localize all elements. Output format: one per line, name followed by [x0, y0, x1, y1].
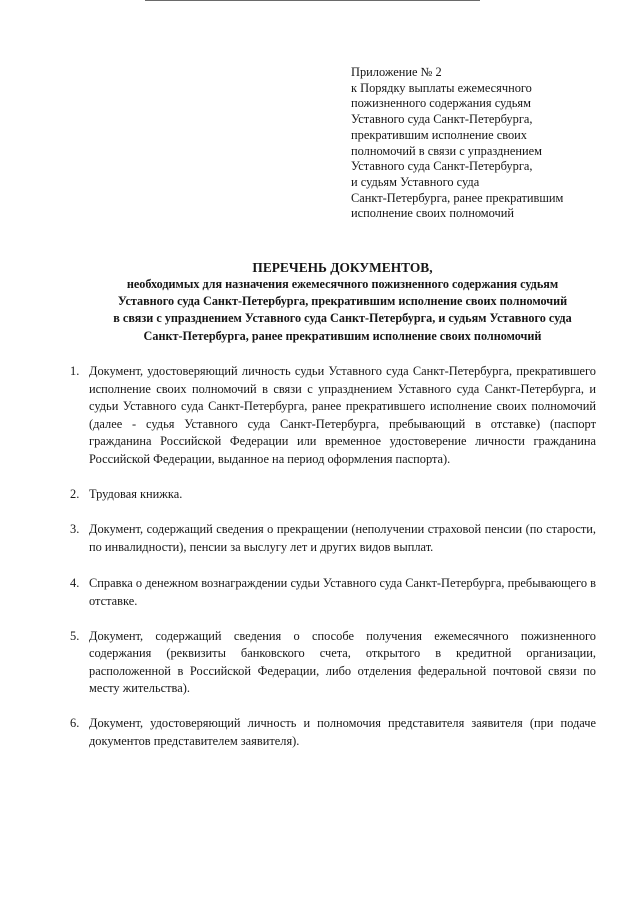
appendix-line: к Порядку выплаты ежемесячного [351, 80, 532, 95]
item-number: 5. [70, 628, 80, 643]
appendix-line: исполнение своих полномочий [351, 206, 514, 221]
appendix-block [351, 65, 611, 222]
appendix-line: Уставного суда Санкт-Петербурга, [351, 159, 533, 174]
item-text: Трудовая книжка. [89, 486, 183, 501]
title-subline: в связи с упразднением Уставного суда Санкт-Петербурга, и судьям Уставного суда [113, 311, 572, 326]
item-text: Документ, содержащий сведения о способе получения ежемесячного пожизненного содержания (реквизиты банковского счета, открытого в кредитной организации, расположенной в Российской Федерации, либо отделения федеральной почтовой связи по месту жительства). [89, 628, 596, 696]
appendix-line: прекратившим исполнение своих [351, 127, 527, 142]
item-number: 3. [70, 522, 80, 537]
list-item [70, 521, 596, 556]
documents-list [70, 363, 596, 750]
appendix-line: Санкт-Петербурга, ранее прекратившим [351, 190, 564, 205]
document-title [50, 259, 635, 345]
item-text: Документ, удостоверяющий личность и полномочия представителя заявителя (при подаче документов представителем заявителя). [89, 715, 596, 748]
item-text: Справка о денежном вознаграждении судьи Уставного суда Санкт-Петербурга, пребывающего в отставке. [89, 576, 596, 608]
list-item [70, 628, 596, 698]
appendix-line: и судьям Уставного суда [351, 174, 480, 189]
list-item [70, 575, 596, 610]
list-item [70, 715, 596, 750]
appendix-line: полномочий в связи с упразднением [351, 143, 543, 158]
item-text: Документ, содержащий сведения о прекращении (неполучении страховой пенсии (по старости, по инвалидности), пенсии за выслугу лет и других видов выплат. [89, 522, 596, 554]
item-number: 4. [70, 576, 80, 591]
list-item [70, 486, 596, 504]
appendix-line: пожизненного содержания судьям [351, 96, 531, 111]
item-text: Документ, удостоверяющий личность судьи Уставного суда Санкт-Петербурга, прекратившего исполнение своих полномочий в связи с упразднением Уставного суда Санкт-Петербурга, и судьи Уставного суда Санкт-Петербурга, ранее прекратившего исполнение своих полномочий (далее - судья Уставного суда Санкт-Петербурга, пребывающий в отставке) (паспорт гражданина Российской Федерации или временное удостоверение личности гражданина Российской Федерации, выданное на период оформления паспорта). [89, 364, 596, 466]
top-scan-line [145, 0, 480, 1]
title-main: ПЕРЕЧЕНЬ ДОКУМЕНТОВ, [252, 260, 433, 275]
title-subline: Санкт-Петербурга, ранее прекратившим исполнение своих полномочий [143, 328, 542, 343]
item-number: 2. [70, 486, 80, 501]
appendix-line: Приложение № 2 [351, 65, 442, 79]
appendix-line: Уставного суда Санкт-Петербурга, [351, 112, 533, 127]
list-item [70, 363, 596, 469]
title-subline: Уставного суда Санкт-Петербурга, прекратившим исполнение своих полномочий [117, 294, 568, 309]
item-number: 6. [70, 715, 80, 730]
title-subline: необходимых для назначения ежемесячного пожизненного содержания судьям [126, 277, 559, 291]
item-number: 1. [70, 364, 80, 378]
